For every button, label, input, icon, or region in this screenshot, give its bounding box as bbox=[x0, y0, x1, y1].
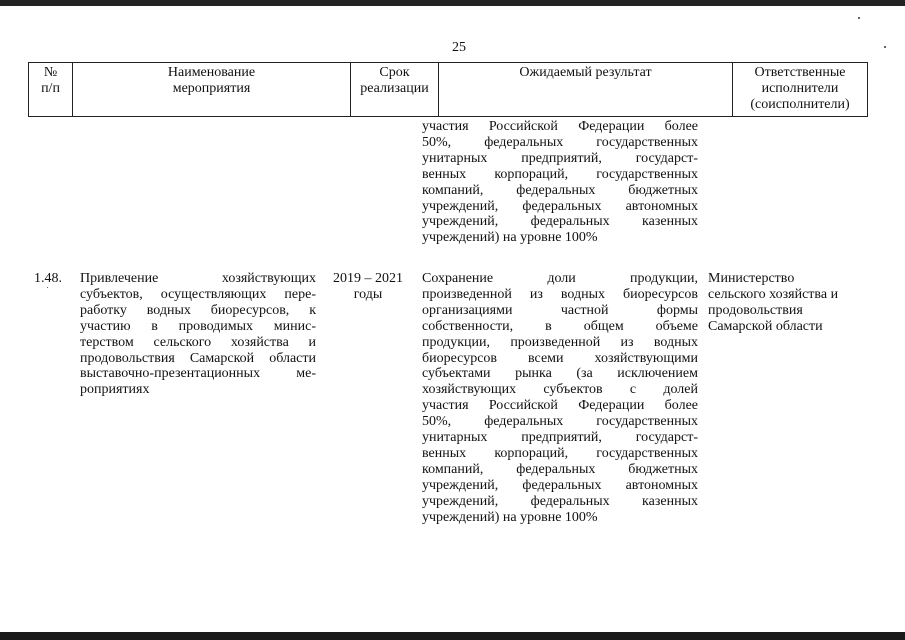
row-number: 1.48. bbox=[34, 271, 62, 286]
scan-speck bbox=[47, 287, 48, 288]
name-line: терством сельского хозяйства и bbox=[80, 334, 316, 350]
result-line: учреждений) на уровне 100% bbox=[422, 509, 598, 525]
result-line: учреждений, федеральных казенных bbox=[422, 214, 698, 230]
result-line: участия Российской Федерации более bbox=[422, 398, 698, 414]
name-line: Привлечение хозяйствующих bbox=[80, 271, 316, 286]
result-line: субъектами рынка (за исключением bbox=[422, 366, 698, 382]
result-line: биоресурсов всеми хозяйствующими bbox=[422, 350, 698, 366]
result-line: учреждений, федеральных казенных bbox=[422, 493, 698, 509]
result-line: Сохранение доли продукции, bbox=[422, 271, 698, 286]
result-line: учреждений, федеральных автономных bbox=[422, 477, 698, 493]
header-term bbox=[351, 63, 439, 116]
term-line: годы bbox=[353, 286, 383, 302]
continuation-result bbox=[422, 119, 698, 246]
row-term bbox=[326, 271, 410, 303]
scan-speck bbox=[858, 17, 860, 19]
result-line: учреждений, федеральных автономных bbox=[422, 198, 698, 214]
result-line: венных корпораций, государственных bbox=[422, 445, 698, 461]
result-line: компаний, федеральных бюджетных bbox=[422, 182, 698, 198]
header-result-line: Ожидаемый результат bbox=[519, 65, 652, 80]
row-expected-result bbox=[422, 271, 698, 526]
header-name-line: Наименование bbox=[167, 65, 256, 80]
row-activity-name bbox=[80, 271, 316, 398]
name-line: работку водных биоресурсов, к bbox=[80, 302, 316, 318]
result-line: 50%, федеральных государственных bbox=[422, 134, 698, 150]
responsible-line: продовольствия bbox=[708, 302, 803, 318]
header-number-line: № bbox=[43, 65, 58, 80]
header-term-line: Срок bbox=[379, 65, 410, 80]
result-line: организациями частной формы bbox=[422, 302, 698, 318]
name-line: субъектов, осуществляющих пере- bbox=[80, 286, 316, 302]
result-line: учреждений) на уровне 100% bbox=[422, 230, 598, 246]
result-line: участия Российской Федерации более bbox=[422, 119, 698, 134]
header-resp-line: Ответственные bbox=[754, 65, 846, 80]
header-number bbox=[29, 63, 73, 116]
result-line: компаний, федеральных бюджетных bbox=[422, 461, 698, 477]
header-result bbox=[439, 63, 733, 116]
result-line: собственности, в общем объеме bbox=[422, 318, 698, 334]
responsible-line: Министерство bbox=[708, 271, 795, 286]
row-responsible bbox=[708, 271, 868, 335]
scan-speck bbox=[884, 46, 886, 48]
result-line: унитарных предприятий, государст- bbox=[422, 430, 698, 446]
header-resp-line: исполнители bbox=[761, 81, 839, 96]
header-number-line: п/п bbox=[41, 81, 60, 96]
scan-edge-top bbox=[0, 0, 905, 6]
result-line: произведенной из водных биоресурсов bbox=[422, 286, 698, 302]
result-line: хозяйствующих субъектов с долей bbox=[422, 382, 698, 398]
name-line: роприятиях bbox=[80, 382, 150, 398]
table-header bbox=[28, 62, 868, 117]
name-line: продовольствия Самарской области bbox=[80, 350, 316, 366]
header-name bbox=[73, 63, 351, 116]
header-resp-line: (соисполнители) bbox=[750, 97, 850, 112]
name-line: выставочно-презентационных ме- bbox=[80, 366, 316, 382]
page-number: 25 bbox=[452, 40, 466, 55]
header-term-line: реализации bbox=[360, 81, 429, 96]
responsible-line: Самарской области bbox=[708, 318, 823, 334]
result-line: 50%, федеральных государственных bbox=[422, 414, 698, 430]
result-line: венных корпораций, государственных bbox=[422, 166, 698, 182]
header-name-line: мероприятия bbox=[172, 81, 251, 96]
responsible-line: сельского хозяйства и bbox=[708, 286, 839, 302]
term-line: 2019 – 2021 bbox=[333, 271, 403, 286]
scan-edge-bottom bbox=[0, 632, 905, 640]
name-line: участию в проводимых минис- bbox=[80, 318, 316, 334]
result-line: продукции, произведенной из водных bbox=[422, 334, 698, 350]
header-responsible bbox=[733, 63, 867, 116]
result-line: унитарных предприятий, государст- bbox=[422, 150, 698, 166]
